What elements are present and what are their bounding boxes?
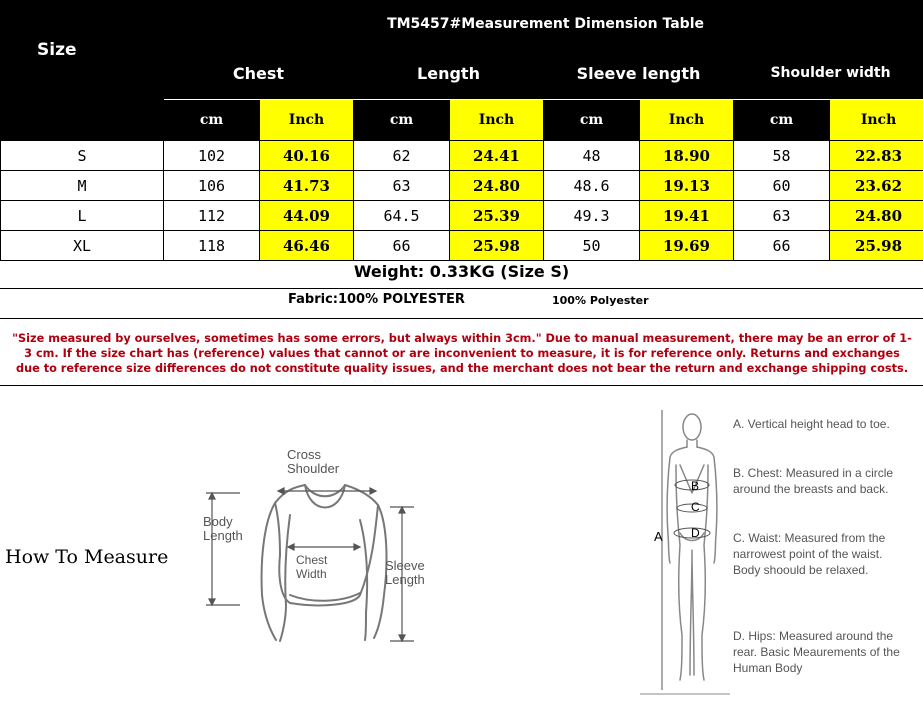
chest-width-label-line2: Width (296, 567, 327, 581)
table-row (1, 141, 923, 171)
chest-cm-cell: 102 (164, 141, 260, 171)
body-figure (640, 405, 730, 695)
fabric-text: Fabric:100% POLYESTER (288, 292, 465, 307)
sleeve-cm-cell: 48.6 (544, 171, 640, 201)
shoulder-cm-cell: 60 (734, 171, 830, 201)
sleeve-length-label-line2: Length (385, 572, 425, 587)
size-cell: M (1, 171, 164, 201)
weight-text: Weight: 0.33KG (Size S) (353, 262, 570, 281)
length-inch-cell: 24.41 (450, 141, 544, 171)
sleeve-inch-cell: 19.41 (640, 201, 734, 231)
body-length-label-line2: Length (203, 528, 243, 543)
note-chest: B. Chest: Measured in a circle around the breasts and back. (733, 466, 894, 496)
note-height: A. Vertical height head to toe. (733, 417, 890, 431)
unit-inch: Inch (830, 100, 923, 141)
size-cell: XL (1, 231, 164, 261)
sleeve-cm-cell: 49.3 (544, 201, 640, 231)
shoulder-cm-cell: 58 (734, 141, 830, 171)
marker-c: C (691, 500, 700, 514)
size-header-spacer (1, 100, 164, 141)
note-hips: D. Hips: Measured around the rear. Basic Meaurements of the Human Body (733, 629, 900, 675)
table-row (1, 171, 923, 201)
body-length-label (203, 515, 243, 543)
chest-inch-cell: 46.46 (260, 231, 354, 261)
size-cell: L (1, 201, 164, 231)
unit-inch: Inch (450, 100, 544, 141)
length-cm-cell: 64.5 (354, 201, 450, 231)
sleeve-inch-cell: 19.13 (640, 171, 734, 201)
length-cm-cell: 62 (354, 141, 450, 171)
body-length-label-line1: Body (203, 514, 233, 529)
size-header: Size (1, 1, 164, 100)
cross-shoulder-label-line2: Shoulder (287, 461, 340, 476)
sleeve-cm-cell: 48 (544, 141, 640, 171)
chest-width-label-line1: Chest (296, 553, 328, 567)
divider (0, 385, 923, 386)
table-row (1, 231, 923, 261)
unit-cm: cm (354, 100, 450, 141)
shoulder-inch-cell: 25.98 (830, 231, 923, 261)
unit-inch: Inch (640, 100, 734, 141)
chest-cm-cell: 118 (164, 231, 260, 261)
chest-width-label (296, 553, 327, 581)
chest-header: Chest (164, 47, 354, 100)
sleeve-length-label (385, 559, 425, 587)
shoulder-cm-cell: 63 (734, 201, 830, 231)
sleeve-inch-cell: 19.69 (640, 231, 734, 261)
chest-cm-cell: 112 (164, 201, 260, 231)
length-header: Length (354, 47, 544, 100)
chest-inch-cell: 44.09 (260, 201, 354, 231)
shoulder-inch-cell: 22.83 (830, 141, 923, 171)
shoulder-width-header: Shoulder width (734, 47, 923, 100)
how-to-measure-heading: How To Measure (5, 546, 169, 568)
unit-inch: Inch (260, 100, 354, 141)
length-inch-cell: 25.39 (450, 201, 544, 231)
shoulder-inch-cell: 24.80 (830, 201, 923, 231)
chest-inch-cell: 40.16 (260, 141, 354, 171)
unit-cm: cm (164, 100, 260, 141)
unit-cm: cm (544, 100, 640, 141)
fabric-short-text: 100% Polyester (552, 294, 649, 307)
sleeve-inch-cell: 18.90 (640, 141, 734, 171)
sleeve-length-header: Sleeve length (544, 47, 734, 100)
length-inch-cell: 25.98 (450, 231, 544, 261)
shoulder-inch-cell: 23.62 (830, 171, 923, 201)
table-title: TM5457#Measurement Dimension Table (164, 1, 923, 47)
note-waist: C. Waist: Measured from the narrowest point of the waist. Body shoould be relaxed. (733, 531, 886, 577)
unit-cm: cm (734, 100, 830, 141)
length-inch-cell: 24.80 (450, 171, 544, 201)
size-cell: S (1, 141, 164, 171)
sleeve-length-label-line1: Sleeve (385, 558, 425, 573)
sleeve-cm-cell: 50 (544, 231, 640, 261)
chest-inch-cell: 41.73 (260, 171, 354, 201)
disclaimer-note: "Size measured by ourselves, sometimes has some errors, but always within 3cm." Due to manual measurement, there may be an error of 1-3 cm. If the size chart has (reference) values that cannot or are inconvenient to measure, it is for reference only. Returns and exchanges due to reference size differences do not constitute quality issues, and the merchant does not bear the return and exchange shipping costs. (12, 332, 912, 375)
cross-shoulder-label (287, 448, 339, 476)
marker-d: D (691, 526, 700, 540)
length-cm-cell: 63 (354, 171, 450, 201)
marker-a: A (654, 529, 663, 544)
divider (0, 318, 923, 319)
length-cm-cell: 66 (354, 231, 450, 261)
size-table (0, 0, 923, 261)
marker-b: B (691, 479, 700, 493)
divider (0, 288, 923, 289)
shoulder-cm-cell: 66 (734, 231, 830, 261)
chest-cm-cell: 106 (164, 171, 260, 201)
table-row (1, 201, 923, 231)
cross-shoulder-label-line1: Cross (287, 447, 321, 462)
